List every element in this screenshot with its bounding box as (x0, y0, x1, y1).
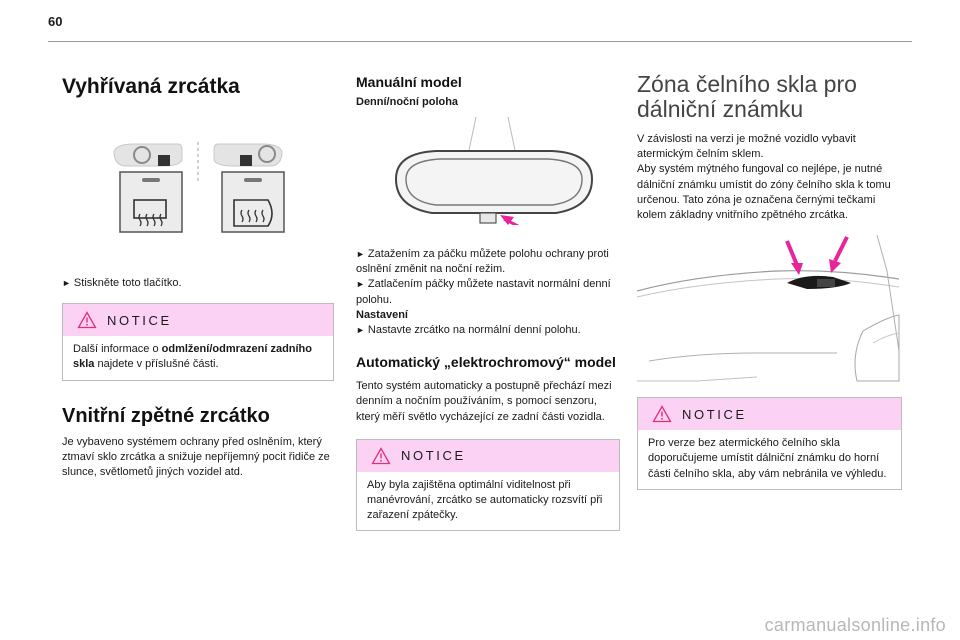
door-mirrors-icon (62, 114, 334, 234)
warning-triangle-icon (371, 447, 391, 465)
arrow-pointer-icon (500, 215, 524, 225)
column-heated-mirrors (62, 72, 334, 480)
windscreen-icon (637, 231, 902, 391)
section-title-windscreen-zone: Zóna čelního skla pro dálniční známku (637, 71, 857, 122)
rearview-mirror-illustration (356, 115, 620, 225)
mirror-buttons-illustration (62, 114, 334, 234)
page-number: 60 (48, 14, 63, 29)
section-title-manual: Manuální model (356, 74, 462, 90)
arrow-pointer-icon (787, 237, 847, 275)
electrochromic-description: Tento systém automaticky a postupně přechází mezi denním a nočním používáním, s pomocí senzoru, který měří světlo vycházející ze zadní části vozidla. (356, 380, 612, 423)
notice-box-2 (356, 439, 620, 532)
windscreen-zone-description: V závislosti na verzi je možné vozidlo vybavit atermickým čelním sklem. Aby systém mýtného fungoval co nejlépe, je nutné dálniční známku umístit do zóny čelního skla k tomu určenou. Tato zóna je označena černými tečkami kolem základny vnitřního zpětného zrcátka. (637, 133, 891, 222)
subtitle-day-night: Denní/noční poloha (356, 96, 459, 108)
notice-label: NOTICE (401, 448, 466, 464)
interior-mirror-description: Je vybaveno systémem ochrany před oslněním, který ztmaví sklo zrcátka a snižuje nepříjemný pocit řidiče ze slunce, světlometů jiných vozidel atd. (62, 435, 330, 479)
header-rule (48, 41, 912, 42)
section-title-electrochromic: Automatický „elektrochromový“ model (356, 354, 616, 371)
notice-label: NOTICE (682, 406, 747, 422)
warning-triangle-icon (77, 311, 97, 329)
step-day-position: ► Zatlačením páčky můžete nastavit normální denní polohu. (356, 278, 611, 306)
step-setting: ► Nastavte zrcátko na normální denní polohu. (356, 324, 581, 337)
windscreen-illustration (637, 231, 902, 391)
rearview-mirror-icon (356, 115, 620, 225)
section-title-interior-mirror: Vnitřní zpětné zrcátko (62, 404, 270, 427)
notice-label: NOTICE (107, 312, 172, 328)
column-toll-sticker-zone (637, 72, 902, 490)
step-night-position: ► Zatažením za páčku můžete polohu ochrany proti oslnění změnit na noční režim. (356, 248, 609, 276)
notice-text: Pro verze bez atermického čelního skla doporučujeme umístit dálniční známku do horní části čelního skla, aby vám nebránila ve výhledu. (648, 437, 887, 480)
watermark-text: carmanualsonline.info (764, 615, 946, 635)
setting-label: Nastavení (356, 308, 408, 321)
notice-header (357, 440, 619, 472)
notice-box-3 (637, 397, 902, 490)
notice-header (638, 398, 901, 430)
notice-box-1 (62, 303, 334, 380)
warning-triangle-icon (652, 405, 672, 423)
notice-text: Aby byla zajištěna optimální viditelnost při manévrování, zrcátko se automaticky rozsvítí při zařazení zpátečky. (367, 478, 603, 522)
column-manual-model (356, 72, 620, 531)
section-title-heated-mirrors: Vyhřívaná zrcátka (62, 75, 240, 98)
notice-header (63, 304, 333, 336)
notice-text: Další informace o odmlžení/odmrazení zadního skla najdete v příslušné části. (73, 343, 312, 371)
instruction-press-button: ► Stiskněte toto tlačítko. (62, 277, 182, 289)
